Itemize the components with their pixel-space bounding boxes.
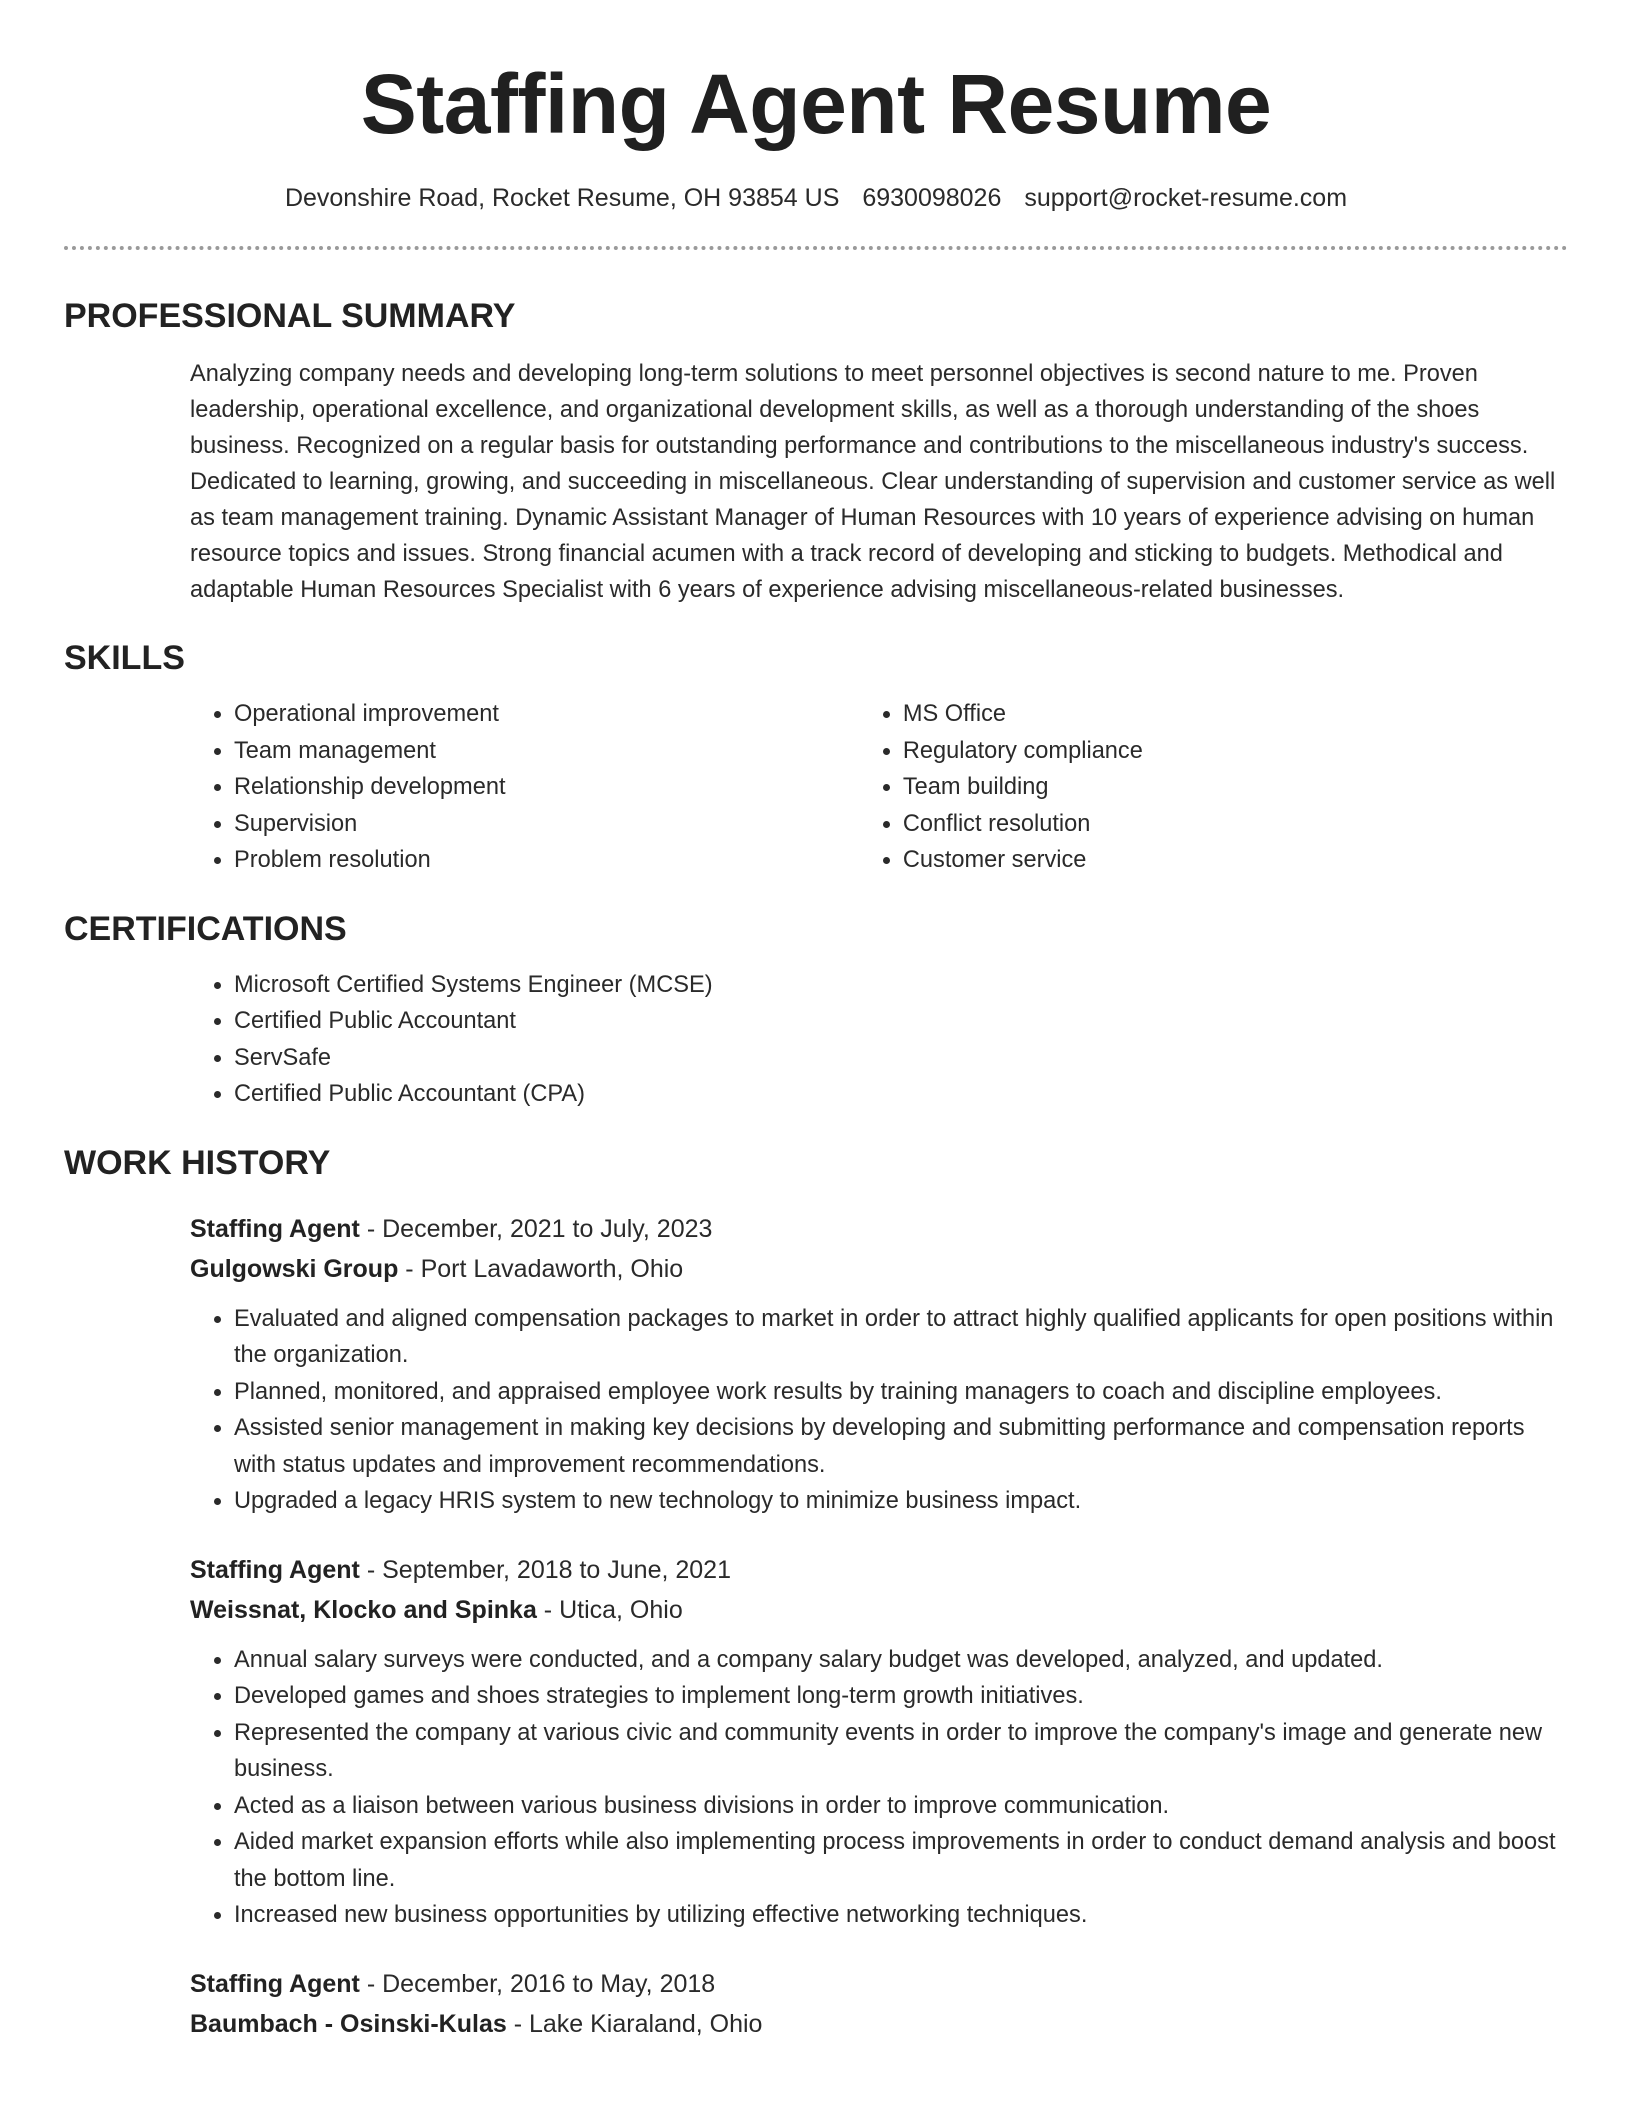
job-duties-list — [190, 1642, 1568, 1934]
skill-item: • MS Office — [903, 696, 1568, 733]
contact-line — [64, 182, 1568, 214]
job-company: Baumbach - Osinski-Kulas — [190, 2009, 507, 2038]
skills-column-right — [733, 696, 1568, 879]
contact-phone: 6930098026 — [862, 184, 1002, 212]
skill-item: • Problem resolution — [234, 842, 733, 879]
skill-item: • Team management — [234, 733, 733, 770]
certifications-heading: CERTIFICATIONS — [64, 909, 347, 948]
job-company-line: Weissnat, Klocko and Spinka - Utica, Ohio — [190, 1595, 683, 1624]
job-duty: • Represented the company at various civic and community events in order to improve the company's image and generate new business. — [234, 1715, 1568, 1788]
job-role-line: Staffing Agent - December, 2021 to July, 2023 — [190, 1214, 713, 1243]
certification-item: • ServSafe — [234, 1040, 1568, 1077]
skill-item: • Relationship development — [234, 769, 733, 806]
job-entry — [190, 1550, 1568, 1934]
resume-page — [64, 0, 1568, 2044]
job-location: Utica, Ohio — [559, 1595, 683, 1624]
job-duty: • Planned, monitored, and appraised employee work results by training managers to coach and discipline employees. — [234, 1374, 1568, 1411]
job-dates: December, 2021 to July, 2023 — [382, 1214, 713, 1243]
certification-item: • Certified Public Accountant — [234, 1003, 1568, 1040]
skills-list — [64, 696, 1568, 879]
resume-title: Staffing Agent Resume — [360, 57, 1272, 151]
job-duty: • Developed games and shoes strategies to implement long-term growth initiatives. — [234, 1678, 1568, 1715]
skills-heading: SKILLS — [64, 639, 185, 677]
job-role: Staffing Agent — [190, 1214, 360, 1243]
job-duties-list — [190, 1301, 1568, 1520]
job-location: Lake Kiaraland, Ohio — [528, 2009, 763, 2038]
job-duty: • Increased new business opportunities by utilizing effective networking techniques. — [234, 1897, 1568, 1934]
skill-item: • Customer service — [903, 842, 1568, 879]
job-role: Staffing Agent — [190, 1555, 360, 1584]
work-history-heading: WORK HISTORY — [64, 1143, 331, 1182]
certification-item: • Microsoft Certified Systems Engineer (MCSE) — [234, 967, 1568, 1004]
skill-item: • Operational improvement — [234, 696, 733, 733]
skill-item: • Conflict resolution — [903, 806, 1568, 843]
job-company-line: Baumbach - Osinski-Kulas - Lake Kiaraland, Ohio — [190, 2009, 763, 2038]
skill-item: • Team building — [903, 769, 1568, 806]
summary-text: Analyzing company needs and developing long-term solutions to meet personnel objectives is second nature to me. Proven leadership, operational excellence, and organizational development skills, as well as a thorough understanding of the shoes business. Recognized on a regular basis for outstanding performance and contributions to the miscellaneous industry's success. Dedicated to learning, growing, and succeeding in miscellaneous. Clear understanding of supervision and customer service as well as team management training. Dynamic Assistant Manager of Human Resources with 10 years of experience advising on human resource topics and issues. Strong financial acumen with a track record of developing and sticking to budgets. Methodical and adaptable Human Resources Specialist with 6 years of experience advising miscellaneous-related businesses. — [190, 361, 1556, 603]
job-company: Weissnat, Klocko and Spinka — [190, 1595, 537, 1624]
contact-address: Devonshire Road, Rocket Resume, OH 93854 US — [284, 184, 840, 212]
contact-email[interactable]: support@rocket-resume.com — [1024, 184, 1348, 212]
job-company: Gulgowski Group — [190, 1254, 399, 1283]
header-divider — [64, 246, 1568, 250]
job-role-line: Staffing Agent - September, 2018 to June, 2021 — [190, 1555, 731, 1584]
job-duty: • Upgraded a legacy HRIS system to new technology to minimize business impact. — [234, 1483, 1568, 1520]
skill-item: • Supervision — [234, 806, 733, 843]
job-duty: • Acted as a liaison between various business divisions in order to improve communication. — [234, 1788, 1568, 1825]
certifications-list — [64, 967, 1568, 1113]
job-duty: • Annual salary surveys were conducted, and a company salary budget was developed, analyzed, and updated. — [234, 1642, 1568, 1679]
job-entry — [190, 1209, 1568, 1520]
job-company-line: Gulgowski Group - Port Lavadaworth, Ohio — [190, 1254, 684, 1283]
job-duty: • Assisted senior management in making key decisions by developing and submitting performance and compensation reports with status updates and improvement recommendations. — [234, 1410, 1568, 1483]
skill-item: • Regulatory compliance — [903, 733, 1568, 770]
job-role: Staffing Agent — [190, 1969, 360, 1998]
job-duty: • Aided market expansion efforts while also implementing process improvements in order to conduct demand analysis and boost the bottom line. — [234, 1824, 1568, 1897]
job-duty: • Evaluated and aligned compensation packages to market in order to attract highly qualified applicants for open positions within the organization. — [234, 1301, 1568, 1374]
job-dates: December, 2016 to May, 2018 — [382, 1969, 716, 1998]
job-dates: September, 2018 to June, 2021 — [382, 1555, 731, 1584]
summary-heading: PROFESSIONAL SUMMARY — [64, 297, 516, 335]
job-role-line: Staffing Agent - December, 2016 to May, 2018 — [190, 1969, 716, 1998]
job-location: Port Lavadaworth, Ohio — [420, 1254, 684, 1283]
skills-column-left — [64, 696, 733, 879]
certification-item: • Certified Public Accountant (CPA) — [234, 1076, 1568, 1113]
job-entry — [190, 1964, 1568, 2044]
